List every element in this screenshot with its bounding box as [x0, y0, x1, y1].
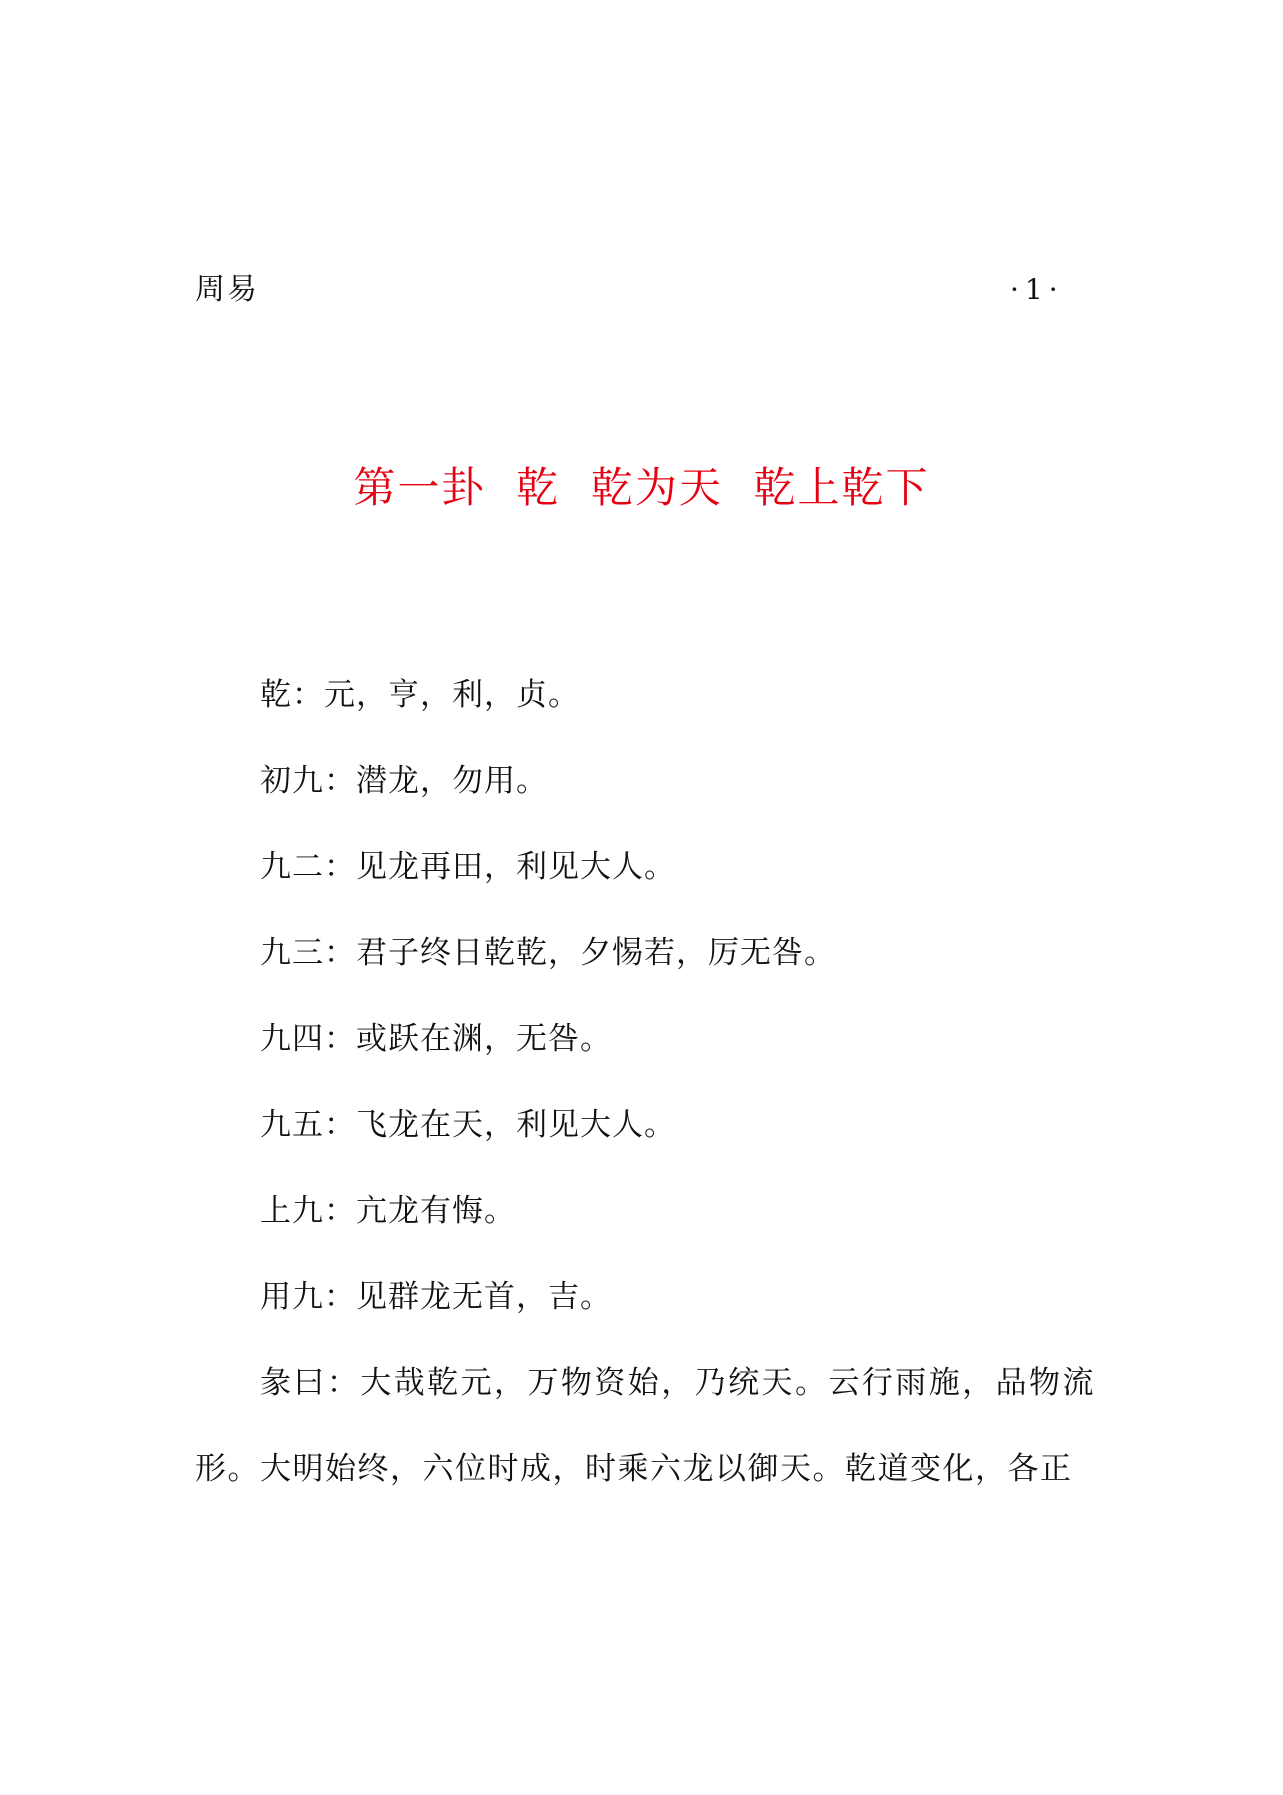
- text-line-yong-jiu: 用九：见群龙无首，吉。: [260, 1279, 612, 1315]
- body-text: [195, 652, 1095, 1512]
- text-line-jiu-san: 九三：君子终日乾乾，夕惕若，厉无咎。: [260, 935, 836, 971]
- text-line-chu-jiu: 初九：潜龙，勿用。: [260, 763, 548, 799]
- chapter-title: 第一卦 乾 乾为天 乾上乾下: [353, 463, 930, 512]
- text-line-jiu-si: 九四：或跃在渊，无咎。: [260, 1021, 612, 1057]
- text-line-jiu-er: 九二：见龙再田，利见大人。: [260, 849, 676, 885]
- text-line-gua-ci: 乾：元，亨，利，贞。: [260, 677, 580, 713]
- text-line-jiu-wu: 九五：飞龙在天，利见大人。: [260, 1107, 676, 1143]
- running-title: 周易: [195, 272, 259, 307]
- page-number: ·1·: [1010, 273, 1064, 306]
- tuan-paragraph: 彖曰：大哉乾元，万物资始，乃统天。云行雨施，品物流形。大明始终，六位时成，时乘六龙以御天。乾道变化，各正: [195, 1365, 1095, 1487]
- text-line-shang-jiu: 上九：亢龙有悔。: [260, 1193, 516, 1229]
